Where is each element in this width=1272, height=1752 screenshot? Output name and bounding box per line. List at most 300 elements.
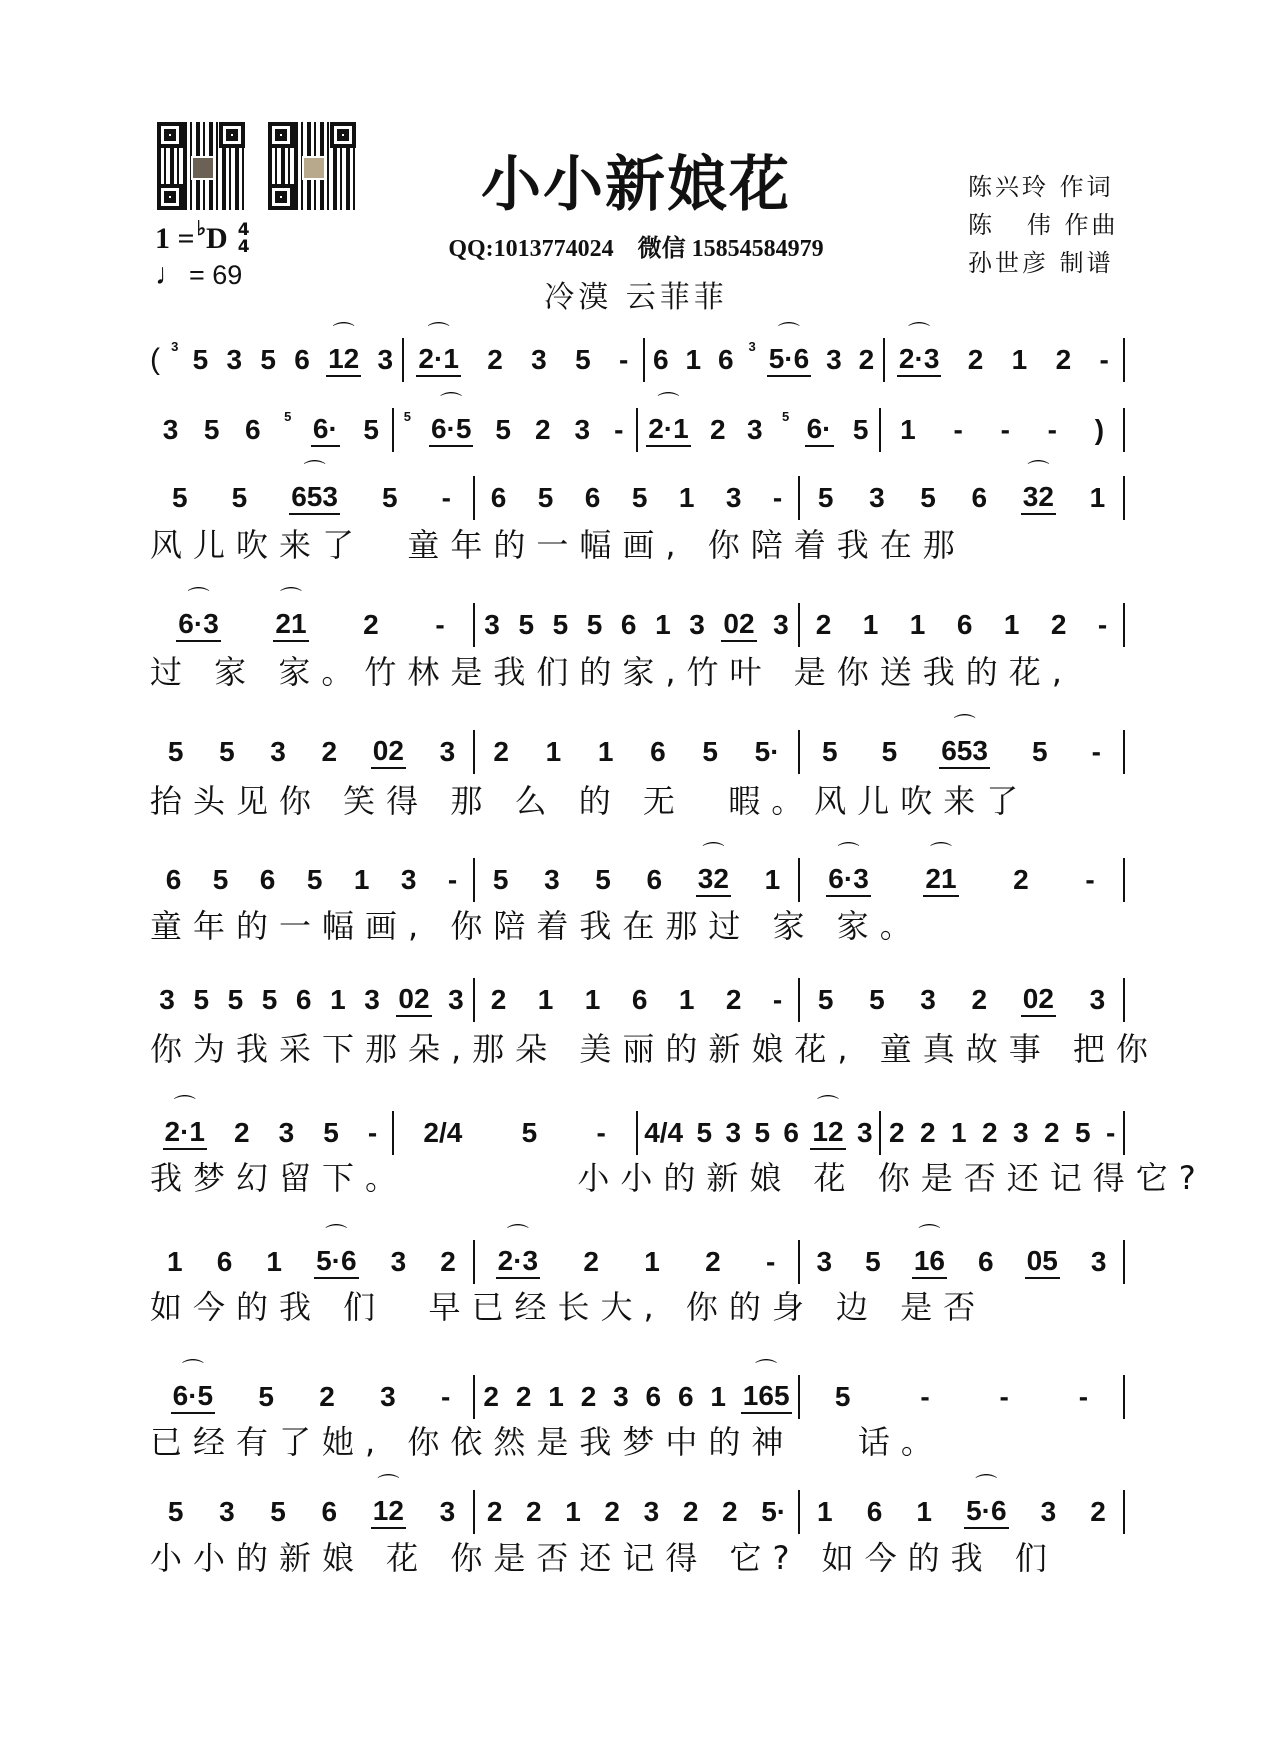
- note: 2: [1090, 1496, 1106, 1527]
- measure: [475, 860, 798, 900]
- note: 3: [270, 736, 286, 767]
- note: 5: [193, 984, 210, 1015]
- note: 3: [1012, 1117, 1029, 1148]
- notation-row: [150, 340, 1125, 380]
- dash: -: [1091, 736, 1101, 767]
- lyrics-line: 童年的一幅画, 你陪着我在那过 家 家。: [150, 907, 923, 945]
- note: 2: [234, 1117, 250, 1148]
- note: 5: [1031, 736, 1048, 767]
- note: 5: [817, 482, 834, 513]
- measure: [150, 1492, 473, 1532]
- contact-wechat: 微信 15854584979: [637, 236, 824, 262]
- note: 5: [575, 344, 591, 375]
- note: 3: [531, 344, 547, 375]
- dash: -: [1099, 344, 1109, 375]
- note: 6: [783, 1117, 799, 1148]
- note: 1: [330, 984, 346, 1015]
- dash: -: [772, 984, 783, 1015]
- note: 5·: [754, 736, 780, 767]
- note: 5: [865, 1246, 881, 1277]
- lyrics-line: 风儿吹来了 童年的一幅画, 你陪着我在那: [150, 526, 966, 564]
- measure: [645, 340, 883, 380]
- note: 6: [956, 609, 973, 640]
- measure: [800, 980, 1123, 1020]
- note: 5: [231, 482, 248, 513]
- dash: -: [596, 1117, 606, 1148]
- note: 1: [900, 414, 916, 445]
- barline: [1123, 978, 1125, 1022]
- note: 6: [165, 864, 182, 895]
- measure: [150, 860, 473, 900]
- measure: [150, 732, 473, 772]
- note: 3: [1040, 1496, 1057, 1527]
- note: 5: [363, 414, 379, 445]
- note: 1: [655, 609, 671, 640]
- note: 5: [518, 609, 535, 640]
- measure: [800, 1242, 1123, 1282]
- note: 6: [718, 344, 734, 375]
- lyrics-line: 我梦幻留下。 小小的新娘 花 你是否还记得它?: [150, 1159, 1207, 1197]
- dash: -: [440, 1381, 451, 1412]
- grace-note: 5: [284, 408, 292, 424]
- note: 1: [1003, 609, 1020, 640]
- note: ⌒ 12: [371, 1495, 406, 1529]
- note: 5: [306, 864, 323, 895]
- measure: [164, 340, 402, 380]
- note: 1: [644, 1246, 660, 1277]
- note: ⌒ 5·6: [964, 1495, 1008, 1529]
- note: 1: [565, 1496, 581, 1527]
- note: 5: [203, 414, 220, 445]
- note: 5: [260, 344, 276, 375]
- note: 3: [613, 1381, 629, 1412]
- grace-note: 3: [171, 338, 179, 354]
- note: 5: [552, 609, 569, 640]
- note: 6: [259, 864, 276, 895]
- note: 6: [216, 1246, 233, 1277]
- notation-row: [150, 1377, 1125, 1417]
- note: 6·: [311, 413, 340, 447]
- note: 5: [261, 984, 278, 1015]
- note: 6: [620, 609, 637, 640]
- note: 5: [852, 414, 869, 445]
- measure: [150, 410, 392, 450]
- measure: [800, 732, 1123, 772]
- note: ⌒ 21: [923, 863, 958, 897]
- dash: -: [447, 864, 458, 895]
- note: 3: [773, 609, 789, 640]
- notation-row: [150, 1113, 1125, 1153]
- notation-row: [150, 605, 1125, 645]
- note: 2: [1043, 1117, 1060, 1148]
- dash: -: [999, 1381, 1009, 1412]
- note: 1: [685, 344, 702, 375]
- note: 1: [584, 984, 601, 1015]
- note: 3: [643, 1496, 660, 1527]
- barline: [1123, 603, 1125, 647]
- note: 2: [319, 1381, 335, 1412]
- note: 5: [167, 1496, 184, 1527]
- singer-line: 冷漠 云菲菲: [544, 280, 728, 315]
- note: 3: [448, 984, 464, 1015]
- note: 5: [834, 1381, 851, 1412]
- note: 3: [689, 609, 705, 640]
- measure: [394, 1113, 636, 1153]
- measure: [885, 340, 1123, 380]
- note: ⌒ 12: [810, 1116, 845, 1150]
- note: ⌒ 165: [741, 1380, 792, 1414]
- note: 6: [321, 1496, 338, 1527]
- note: 5: [492, 864, 509, 895]
- grace-note: 5: [781, 408, 790, 424]
- barline: [1123, 408, 1125, 452]
- lyrics-line: 如今的我 们 早已经长大, 你的身 边 是否: [150, 1288, 987, 1326]
- time-sig-bottom: 4: [237, 237, 250, 257]
- note: 5: [631, 482, 648, 513]
- note: ⌒ 2·1: [163, 1116, 207, 1150]
- notation-row: [150, 980, 1125, 1020]
- note: 2: [515, 1381, 532, 1412]
- note: 2: [486, 1496, 503, 1527]
- note: 5: [270, 1496, 286, 1527]
- note: 3: [747, 414, 763, 445]
- note: 3: [278, 1117, 295, 1148]
- measure: [881, 1113, 1123, 1153]
- measure: [475, 1242, 798, 1282]
- dash: -: [1097, 609, 1108, 640]
- dash: -: [772, 482, 783, 513]
- lyrics-line: 过 家 家。竹林是我们的家,竹叶 是你送我的花,: [150, 653, 1073, 691]
- note: 6·: [805, 413, 834, 447]
- note: 5: [920, 482, 936, 513]
- note: 2: [487, 344, 503, 375]
- note: 5: [817, 984, 834, 1015]
- measure: [475, 478, 798, 518]
- measure: [475, 1377, 798, 1417]
- note: ⌒ 6·5: [171, 1380, 215, 1414]
- note: 5: [586, 609, 603, 640]
- note: ⌒ 16: [912, 1245, 947, 1279]
- notation-row: [150, 410, 1125, 450]
- note: 5: [595, 864, 611, 895]
- note: 6: [584, 482, 601, 513]
- note: ⌒ 653: [939, 735, 990, 769]
- dash: -: [619, 344, 629, 375]
- measure: [475, 605, 798, 645]
- note: 3: [826, 344, 842, 375]
- note: 5: [192, 344, 209, 375]
- note: 1: [678, 984, 695, 1015]
- grace-note: 3: [748, 338, 756, 354]
- note: ⌒ 6·3: [176, 608, 220, 642]
- barline: [1123, 730, 1125, 774]
- notation-row: [150, 732, 1125, 772]
- measure: [800, 478, 1123, 518]
- note: 3: [226, 344, 243, 375]
- measure: [881, 410, 1123, 450]
- note: 5: [167, 736, 184, 767]
- note: 5: [212, 864, 229, 895]
- note: 3: [869, 482, 885, 513]
- note: 5: [227, 984, 244, 1015]
- note: 5: [521, 1117, 538, 1148]
- measure: [475, 732, 798, 772]
- note: ⌒ 6·5: [429, 413, 473, 447]
- note: 2: [583, 1246, 599, 1277]
- note: ⌒ 32: [696, 863, 731, 897]
- note: ⌒ 2·3: [496, 1245, 540, 1279]
- note: 5: [537, 482, 554, 513]
- note: 2: [705, 1246, 721, 1277]
- note: 2: [888, 1117, 905, 1148]
- note: 3: [380, 1381, 396, 1412]
- notation-row: [150, 1242, 1125, 1282]
- note: 2: [1055, 344, 1072, 375]
- barline: [1123, 338, 1125, 382]
- note: 02: [721, 608, 756, 642]
- note: 5: [1074, 1117, 1091, 1148]
- note: 2: [967, 344, 984, 375]
- note: 6: [971, 482, 988, 513]
- grace-note: 5: [403, 408, 411, 424]
- contact-qq: QQ:1013774024: [448, 236, 614, 262]
- note: 2: [815, 609, 832, 640]
- note: 5: [696, 1117, 713, 1148]
- measure: [150, 1377, 473, 1417]
- note: ⌒ 653: [289, 481, 340, 515]
- barline: [1123, 476, 1125, 520]
- dash: -: [1078, 1381, 1089, 1412]
- dash: -: [441, 482, 451, 513]
- note: 3: [390, 1246, 407, 1277]
- note: 1: [1011, 344, 1028, 375]
- note: 1: [353, 864, 370, 895]
- note: 6: [978, 1246, 994, 1277]
- note: 3: [219, 1496, 235, 1527]
- note: 02: [371, 735, 406, 769]
- note: 1: [916, 1496, 932, 1527]
- note: 6: [866, 1496, 883, 1527]
- dash: -: [920, 1381, 930, 1412]
- measure: [800, 605, 1123, 645]
- lyrics-line: 你为我采下那朵,那朵 美丽的新娘花, 童真故事 把你: [150, 1030, 1159, 1068]
- measure: [150, 1242, 473, 1282]
- dash: -: [614, 414, 624, 445]
- note: ): [1094, 414, 1105, 445]
- note: 3: [364, 984, 380, 1015]
- note: 1: [710, 1381, 726, 1412]
- note: 1: [862, 609, 879, 640]
- note: 3: [725, 482, 742, 513]
- note: 6: [677, 1381, 694, 1412]
- song-title: 小小新娘花: [481, 150, 791, 220]
- note: ⌒ 21: [273, 608, 308, 642]
- note: 1: [537, 984, 554, 1015]
- note: 3: [920, 984, 936, 1015]
- note: 3: [439, 736, 456, 767]
- barline: [1123, 1240, 1125, 1284]
- note: 5: [869, 984, 885, 1015]
- note: 1: [817, 1496, 833, 1527]
- note: ⌒ 5·6: [767, 343, 811, 377]
- note: 1: [950, 1117, 967, 1148]
- note: 1: [597, 736, 614, 767]
- note: 5: [381, 482, 398, 513]
- note: 2: [526, 1496, 542, 1527]
- note: ⌒ 6·3: [826, 863, 870, 897]
- note: 5: [881, 736, 898, 767]
- note: 5: [822, 736, 838, 767]
- note: ⌒ 32: [1021, 481, 1056, 515]
- note: 3: [544, 864, 560, 895]
- note: 6: [646, 864, 663, 895]
- dash: -: [953, 414, 963, 445]
- note: 6: [650, 736, 666, 767]
- note: 5: [702, 736, 718, 767]
- note: 5: [754, 1117, 771, 1148]
- note: 3: [377, 344, 394, 375]
- note: 6: [645, 1381, 662, 1412]
- note: 1: [1089, 482, 1106, 513]
- note: ⌒ 12: [326, 343, 361, 377]
- dash: -: [1000, 414, 1010, 445]
- tempo-value: = 69: [189, 259, 243, 290]
- lyrics-line: 抬头见你 笑得 那 么 的 无 暇。风儿吹来了: [150, 782, 1030, 820]
- barline: [1123, 1111, 1125, 1155]
- note: 2: [493, 736, 509, 767]
- arranger-credit: 孙世彦 制谱: [968, 249, 1114, 277]
- note: 6: [294, 344, 310, 375]
- note: 3: [725, 1117, 742, 1148]
- note: 05: [1025, 1245, 1060, 1279]
- note: 6: [490, 482, 507, 513]
- dash: -: [435, 609, 445, 640]
- note: 1: [545, 736, 562, 767]
- note: 2: [440, 1246, 456, 1277]
- note: 3: [400, 864, 417, 895]
- note: 2: [971, 984, 988, 1015]
- note: 6: [631, 984, 648, 1015]
- note: 2: [1050, 609, 1067, 640]
- measure: [638, 1113, 880, 1153]
- measure: [150, 980, 473, 1020]
- flat-icon: ♭: [196, 218, 207, 240]
- note: 2: [321, 736, 338, 767]
- credits: [968, 168, 1119, 282]
- intro-open-paren: (: [150, 343, 160, 376]
- dash: -: [1047, 414, 1057, 445]
- note: 3: [856, 1117, 873, 1148]
- composer-credit: 陈 伟 作曲: [968, 211, 1119, 239]
- note: ⌒ 2·1: [416, 343, 460, 377]
- note: ⌒ 2·1: [646, 413, 690, 447]
- key-label: 1 =: [155, 222, 195, 255]
- notation-row: [150, 478, 1125, 518]
- note: 4/4: [644, 1117, 684, 1148]
- barline: [1123, 1490, 1125, 1534]
- note: 1: [764, 864, 781, 895]
- note: 2: [490, 984, 507, 1015]
- note: 1: [167, 1246, 183, 1277]
- note: 2: [722, 1496, 738, 1527]
- note: 6: [295, 984, 312, 1015]
- measure: [150, 1113, 392, 1153]
- lyrics-line: 小小的新娘 花 你是否还记得 它? 如今的我 们: [150, 1539, 1058, 1577]
- dash: -: [1105, 1117, 1116, 1148]
- note: 3: [162, 414, 179, 445]
- note: 3: [1090, 1246, 1107, 1277]
- note: 2: [725, 984, 742, 1015]
- measure: [475, 1492, 798, 1532]
- note: 2: [534, 414, 551, 445]
- note: 3: [484, 609, 500, 640]
- note: 3: [439, 1496, 456, 1527]
- note: 2: [483, 1381, 499, 1412]
- measure: [150, 478, 473, 518]
- measure: [404, 340, 642, 380]
- note: 2: [858, 344, 875, 375]
- note: 2: [1013, 864, 1029, 895]
- note: 3: [816, 1246, 833, 1277]
- note: 3: [159, 984, 175, 1015]
- note: 2: [604, 1496, 620, 1527]
- dash: -: [765, 1246, 776, 1277]
- note: 6: [652, 344, 669, 375]
- quarter-note-icon: ♩: [155, 258, 185, 291]
- lyrics-line: 已经有了她, 你依然是我梦中的神 话。: [150, 1423, 944, 1461]
- dash: -: [1085, 864, 1095, 895]
- note: 2: [710, 414, 726, 445]
- notation-row: [150, 860, 1125, 900]
- note: 1: [678, 482, 695, 513]
- measure: [394, 410, 636, 450]
- note: 3: [1089, 984, 1106, 1015]
- note: 5: [258, 1381, 274, 1412]
- note: 2: [580, 1381, 597, 1412]
- notation-row: [150, 1492, 1125, 1532]
- note: 1: [266, 1246, 282, 1277]
- note: ⌒ 5·6: [314, 1245, 358, 1279]
- note: 02: [396, 983, 431, 1017]
- note: 1: [909, 609, 926, 640]
- note: 2: [363, 609, 379, 640]
- measure: [800, 1492, 1123, 1532]
- measure: [800, 1377, 1123, 1417]
- note: 02: [1021, 983, 1056, 1017]
- note: 5·: [761, 1496, 787, 1527]
- note: 5: [172, 482, 188, 513]
- barline: [1123, 858, 1125, 902]
- note: 5: [219, 736, 235, 767]
- note: 2: [919, 1117, 936, 1148]
- dash: -: [367, 1117, 378, 1148]
- note: 5: [323, 1117, 339, 1148]
- note: 5: [495, 414, 511, 445]
- measure: [800, 860, 1123, 900]
- note: 2/4: [423, 1117, 463, 1148]
- key-note: D: [206, 222, 228, 255]
- note: ⌒ 2·3: [897, 343, 941, 377]
- measure: [638, 410, 880, 450]
- barline: [1123, 1375, 1125, 1419]
- time-sig-top: 4: [237, 220, 250, 240]
- note: 2: [981, 1117, 998, 1148]
- note: 6: [245, 414, 261, 445]
- note: 2: [682, 1496, 699, 1527]
- lyricist-credit: 陈兴玲 作词: [968, 173, 1114, 201]
- measure: [475, 980, 798, 1020]
- note: 1: [548, 1381, 564, 1412]
